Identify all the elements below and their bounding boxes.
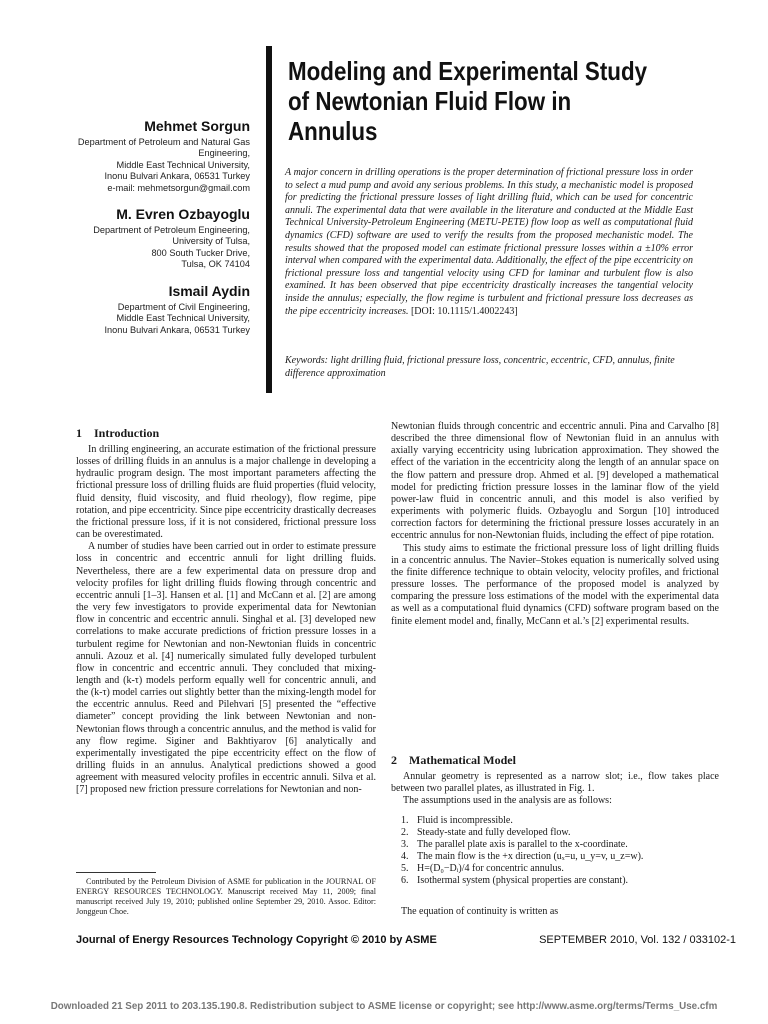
- list-item: 5. H=(D₀−Dᵢ)/4 for concentric annulus.: [401, 863, 564, 875]
- issue-info: SEPTEMBER 2010, Vol. 132 / 033102-1: [539, 934, 736, 946]
- keywords: Keywords: light drilling fluid, frictional pressure loss, concentric, eccentric, CFD, annulus, finite difference approximation: [285, 355, 675, 379]
- affiliation-line: Middle East Technical University,: [116, 313, 250, 324]
- paragraph: Newtonian fluids through concentric and eccentric annuli. Pina and Carvalho [8] described the three dimensional flow of Newtonian fluid in an annulus with axially varying eccentricity using lubrication approximation. They showed the effect of the variation in the eccentricity along the length of an annular space on the flow pattern and pressure drop. Ahmed et al. [9] developed a mathematical model for predicting friction pressure losses in the laminar flow of the yield power-law fluid in concentric annuli, and this model is also verified by experiments with polymeric fluids. Ozbayoglu and Sorgun [10] introduced correction factors for determining the frictional pressure losses accurately in an eccentric annulus for non-Newtonian fluids, including the effect of pipe rotation.: [391, 421, 719, 542]
- title-line: Modeling and Experimental Study: [288, 56, 648, 86]
- paragraph: A number of studies have been carried out in order to estimate pressure loss in concentric and eccentric annuli for light drilling fluids. Nevertheless, there are a few experimental data on pressure drop and velocity profiles for light drilling fluids flowing through concentric and eccentric annuli [1–3]. Hansen et al. [1] and McCann et al. [2] are among the very few investigators to provide experimental data for Newtonian flow in concentric and eccentric annuli. Singhal et al. [3] developed new correlations to make accurate predictions of friction pressure losses in a turbulent regime for Newtonian and non-Newtonian fluids in concentric annuli. Azouz et al. [4] numerically simulated fully developed turbulent flow in concentric and eccentric annuli. They concluded that mixing-length and (k-τ) models perform equally well for concentric annuli, and the (k-τ) model carries out slightly better than the mixing-length model for the eccentric annulus. Reed and Pilehvari [5] presented the “effective diameter” concept providing the link between Newtonian and non-Newtonian flows through a concentric annulus, and the method is valid for any flow regime. Siginer and Bakhtiyarov [6] analytically and experimentally investigated the pipe eccentricity effect on the flow of drilling fluids in an annulus. Analytical predictions showed a good agreement with measured velocity profiles in eccentric annuli. Silva et al. [7] proposed new friction pressure correlations for Newtonian and non-: [76, 541, 376, 796]
- author-3: [104, 283, 250, 336]
- title-accent-bar: [266, 46, 272, 393]
- author-name: M. Evren Ozbayoglu: [116, 206, 250, 222]
- affiliation-line: Tulsa, OK 74104: [181, 259, 250, 270]
- affiliation-line: Middle East Technical University,: [116, 159, 250, 170]
- affiliation-line: Inonu Bulvari Ankara, 06531 Turkey: [104, 171, 250, 182]
- affiliation-line: Department of Civil Engineering,: [117, 302, 250, 312]
- section-number: 1: [76, 426, 82, 440]
- section-heading: [391, 753, 516, 768]
- author-2: [93, 206, 250, 271]
- right-column: [391, 421, 719, 628]
- affiliation-line: Department of Petroleum Engineering,: [93, 225, 250, 235]
- paragraph: This study aims to estimate the frictional pressure loss of light drilling fluids in a concentric annulus. The Navier–Stokes equation is numerically solved using the finite difference technique to obtain velocity, velocity profiles, and frictional pressure losses. The performance of the proposed model is analyzed by comparing the pressure loss estimations of the model with the experimental data as well as a computational fluid dynamics (CFD) software program based on the finite element model and, finally, McCann et al.’s [2] experimental results.: [391, 542, 719, 627]
- footnote-divider: [76, 872, 156, 873]
- affiliation-line: University of Tulsa,: [172, 236, 250, 247]
- continuity-text: The equation of continuity is written as: [401, 906, 559, 917]
- assumptions-list: [401, 815, 731, 888]
- list-item: 4. The main flow is the +x direction (uₓ=u, u_y=v, u_z=w).: [401, 851, 644, 863]
- affiliation-line: Engineering,: [198, 148, 250, 159]
- affiliation-line: Inonu Bulvari Ankara, 06531 Turkey: [104, 324, 250, 335]
- footnote: Contributed by the Petroleum Division of ASME for publication in the JOURNAL OF ENERGY RESOURCES TECHNOLOGY. Manuscript received May 11, 2009; final manuscript received July 19, 2010; published online September 29, 2010. Assoc. Editor: Jonggeun Choe.: [76, 877, 376, 916]
- author-name: Mehmet Sorgun: [144, 118, 250, 134]
- section2-text: [391, 771, 719, 807]
- left-column: [76, 444, 376, 797]
- paragraph: Annular geometry is represented as a narrow slot; i.e., flow takes place between two parallel plates, as illustrated in Fig. 1.: [391, 771, 719, 795]
- affiliation-line: Department of Petroleum and Natural Gas: [77, 137, 250, 147]
- title-line: of Newtonian Fluid Flow in: [288, 86, 572, 116]
- author-name: Ismail Aydin: [168, 283, 250, 299]
- section-title: Introduction: [94, 426, 160, 440]
- list-item: 3. The parallel plate axis is parallel to the x-coordinate.: [401, 839, 628, 851]
- journal-citation: Journal of Energy Resources Technology Copyright © 2010 by ASME: [76, 934, 437, 946]
- paper-title: [288, 56, 666, 146]
- list-item: 2. Steady-state and fully developed flow.: [401, 827, 571, 839]
- list-item: 1. Fluid is incompressible.: [401, 815, 513, 826]
- author-email: e-mail: mehmetsorgun@gmail.com: [107, 182, 250, 193]
- download-notice: Downloaded 21 Sep 2011 to 203.135.190.8. Redistribution subject to ASME license or copyright; see http://www.asme.org/terms/Terms_Use.cfm: [50, 1001, 718, 1012]
- abstract-text: A major concern in drilling operations is the proper determination of frictional pressure loss in order to select a mud pump and avoid any serious problems. In this study, a mechanistic model is proposed for predicting the frictional pressure losses of light drilling fluid, which can be used for concentric annuli. The experimental data that were available in the literature and conducted at the Middle East Technical University-Petroleum Engineering (METU-PETE) flow loop as well as computational fluid dynamics (CFD) software are used to verify the results from the proposed mechanistic model. The results showed that the proposed model can estimate frictional pressure losses within a ±10% error interval when compared with the experimental data. Additionally, the effect of the pipe eccentricity on frictional pressure loss and tangential velocity using CFD for laminar and turbulent flow is also examined. It has been observed that pipe eccentricity drastically increases the tangential velocity inside the annulus; especially, the flow regime is turbulent and frictional pressure loss decreases as the pipe eccentricity increases.: [285, 167, 693, 317]
- paragraph: The assumptions used in the analysis are as follows:: [403, 795, 612, 807]
- affiliation-line: 800 South Tucker Drive,: [151, 247, 250, 258]
- author-1: [78, 118, 250, 194]
- list-item: 6. Isothermal system (physical properties are constant).: [401, 875, 629, 887]
- section-title: Mathematical Model: [409, 753, 516, 767]
- paragraph: In drilling engineering, an accurate estimation of the frictional pressure losses of drilling fluids in an annulus is a major challenge in developing a hydraulic program design. The most important parameters affecting the frictional pressure loss of drilling fluids are fluid properties (fluid velocity, fluid density, fluid viscosity, and fluid rheology), flow regime, pipe rotation, and pipe eccentricity. Since pipe eccentricity drastically decreases the frictional pressure loss, if it is not considered, frictional pressure loss can be overestimated.: [76, 444, 376, 541]
- title-line: Annulus: [288, 116, 378, 146]
- section-heading: [76, 426, 159, 441]
- abstract: [285, 167, 693, 318]
- section-number: 2: [391, 753, 397, 767]
- doi-link[interactable]: [DOI: 10.1115/1.4002243]: [410, 305, 518, 317]
